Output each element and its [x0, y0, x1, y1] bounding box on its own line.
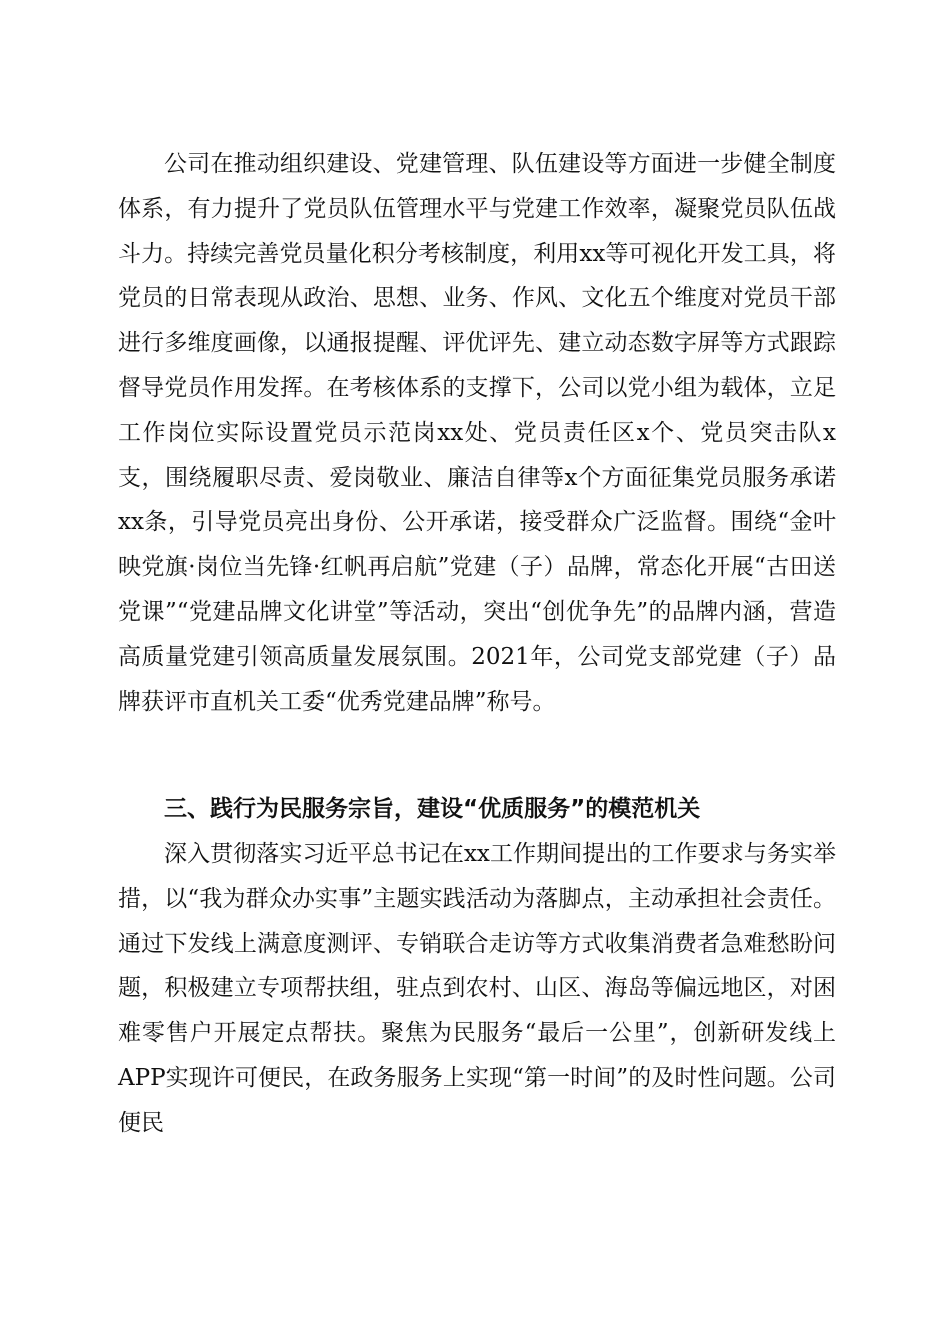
body-block-2 — [118, 832, 836, 1146]
body-block-1 — [118, 142, 836, 724]
section-heading-3: 三、践行为民服务宗旨，建设“优质服务”的模范机关 — [164, 796, 701, 822]
section-heading-3-wrapper — [118, 787, 836, 832]
paragraph-public-service: 深入贯彻落实习近平总书记在xx工作期间提出的工作要求与务实举措，以“我为群众办实事”主题实践活动为落脚点，主动承担社会责任。通过下发线上满意度测评、专销联合走访等方式收集消费者急难愁盼问题，积极建立专项帮扶组，驻点到农村、山区、海岛等偏远地区，对困难零售户开展定点帮扶。聚焦为民服务“最后一公里”，创新研发线上APP实现许可便民，在政务服务上实现“第一时间”的及时性问题。公司便民 — [118, 841, 836, 1136]
paragraph-party-building: 公司在推动组织建设、党建管理、队伍建设等方面进一步健全制度体系，有力提升了党员队伍管理水平与党建工作效率，凝聚党员队伍战斗力。持续完善党员量化积分考核制度，利用xx等可视化开发工具，将党员的日常表现从政治、思想、业务、作风、文化五个维度对党员干部进行多维度画像，以通报提醒、评优评先、建立动态数字屏等方式跟踪督导党员作用发挥。在考核体系的支撑下，公司以党小组为载体，立足工作岗位实际设置党员示范岗xx处、党员责任区x个、党员突击队x支，围绕履职尽责、爱岗敬业、廉洁自律等x个方面征集党员服务承诺xx条，引导党员亮出身份、公开承诺，接受群众广泛监督。围绕“金叶映党旗·岗位当先锋·红帆再启航”党建（子）品牌，常态化开展“古田送党课”“党建品牌文化讲堂”等活动，突出“创优争先”的品牌内涵，营造高质量党建引领高质量发展氛围。2021年，公司党支部党建（子）品牌获评市直机关工委“优秀党建品牌”称号。 — [118, 151, 836, 715]
